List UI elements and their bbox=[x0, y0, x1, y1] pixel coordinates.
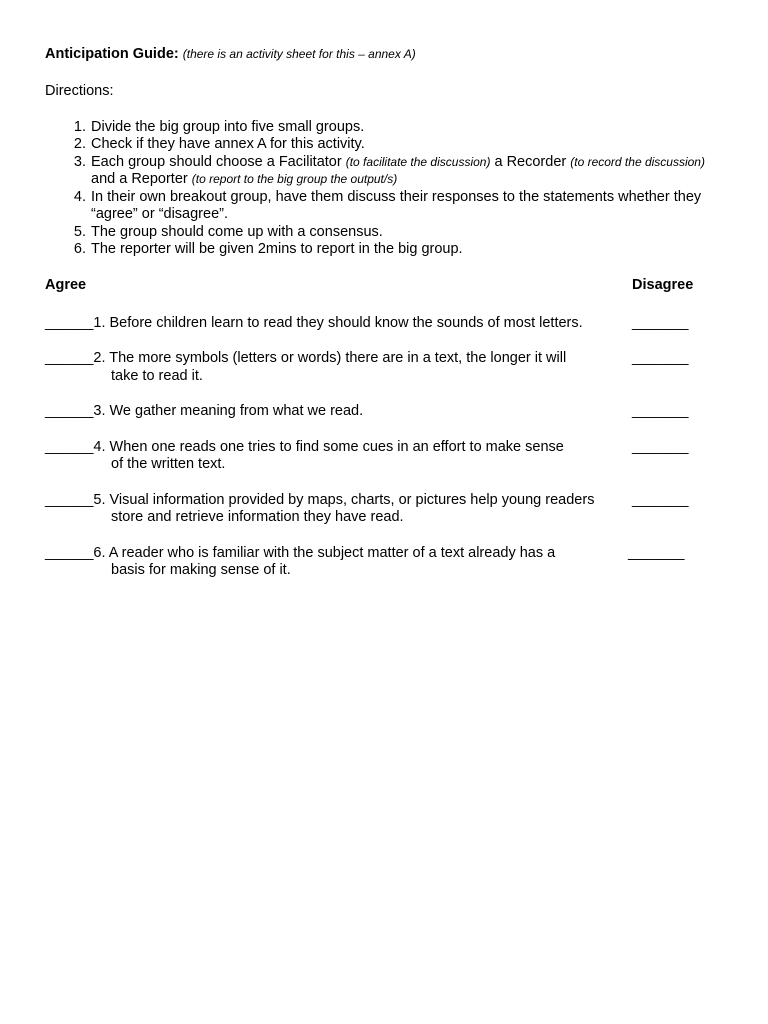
step-text: Each group should choose a Facilitator bbox=[91, 153, 346, 170]
list-item bbox=[90, 119, 705, 137]
response-column-headers bbox=[45, 277, 705, 297]
statement-continuation: take to read it. bbox=[111, 367, 203, 384]
statement-row bbox=[45, 492, 705, 527]
disagree-blank[interactable]: _______ bbox=[632, 491, 689, 508]
statement-text: 3. We gather meaning from what we read. bbox=[93, 403, 364, 419]
statement-continuation: basis for making sense of it. bbox=[111, 562, 291, 578]
agree-blank[interactable]: ______ bbox=[45, 314, 94, 331]
disagree-blank[interactable]: _______ bbox=[632, 438, 689, 455]
statement-continuation: store and retrieve information they have read. bbox=[111, 509, 404, 525]
step-note: (to facilitate the discussion) bbox=[345, 154, 491, 169]
statement-row bbox=[45, 545, 705, 580]
title-line bbox=[45, 46, 705, 66]
agree-blank[interactable]: ______ bbox=[45, 491, 94, 508]
anticipation-guide-page bbox=[45, 46, 705, 580]
statement-row bbox=[45, 350, 705, 385]
statement-text: 4. When one reads one tries to find some cues in an effort to make sense bbox=[93, 438, 564, 455]
disagree-blank[interactable]: _______ bbox=[632, 350, 689, 366]
step-note: (to report to the big group the output/s) bbox=[191, 172, 398, 186]
statement-text: 2. The more symbols (letters or words) there are in a text, the longer it will bbox=[93, 350, 567, 366]
agree-blank[interactable]: ______ bbox=[45, 350, 94, 366]
list-item bbox=[90, 154, 705, 189]
statement-text: 6. A reader who is familiar with the subject matter of a text already has a bbox=[93, 544, 556, 561]
step-text: Check if they have annex A for this activity. bbox=[91, 136, 365, 152]
step-text: The reporter will be given 2mins to report in the big group. bbox=[91, 241, 463, 257]
statement-text: 1. Before children learn to read they should know the sounds of most letters. bbox=[93, 314, 583, 331]
disagree-column-header: Disagree bbox=[632, 276, 694, 293]
agree-blank[interactable]: ______ bbox=[45, 544, 94, 561]
statement-text: 5. Visual information provided by maps, charts, or pictures help young readers bbox=[93, 491, 595, 508]
list-item bbox=[90, 224, 705, 242]
disagree-blank[interactable]: _______ bbox=[632, 314, 689, 331]
list-item bbox=[90, 189, 705, 224]
disagree-blank[interactable]: _______ bbox=[632, 403, 689, 419]
agree-blank[interactable]: ______ bbox=[45, 403, 94, 419]
statement-continuation: of the written text. bbox=[111, 456, 226, 472]
step-note: (to record the discussion) bbox=[570, 154, 705, 169]
list-item bbox=[90, 241, 705, 259]
agree-column-header: Agree bbox=[45, 276, 87, 293]
statement-row bbox=[45, 403, 705, 421]
step-text: The group should come up with a consensus. bbox=[91, 223, 383, 240]
statement-row bbox=[45, 315, 705, 333]
disagree-blank[interactable]: _______ bbox=[628, 544, 685, 561]
step-text: and a Reporter bbox=[91, 171, 192, 187]
step-text: In their own breakout group, have them discuss their responses to the statements whether they “agree” or “disagree”. bbox=[91, 188, 702, 222]
statement-row bbox=[45, 439, 705, 474]
agree-blank[interactable]: ______ bbox=[45, 438, 94, 455]
step-text: a Recorder bbox=[490, 153, 571, 170]
directions-label: Directions: bbox=[45, 83, 114, 99]
page-title: Anticipation Guide: bbox=[45, 46, 179, 62]
step-text: Divide the big group into five small groups. bbox=[91, 118, 365, 135]
directions-list bbox=[45, 119, 705, 259]
title-note: (there is an activity sheet for this – annex A) bbox=[182, 47, 416, 61]
list-item bbox=[90, 136, 705, 154]
